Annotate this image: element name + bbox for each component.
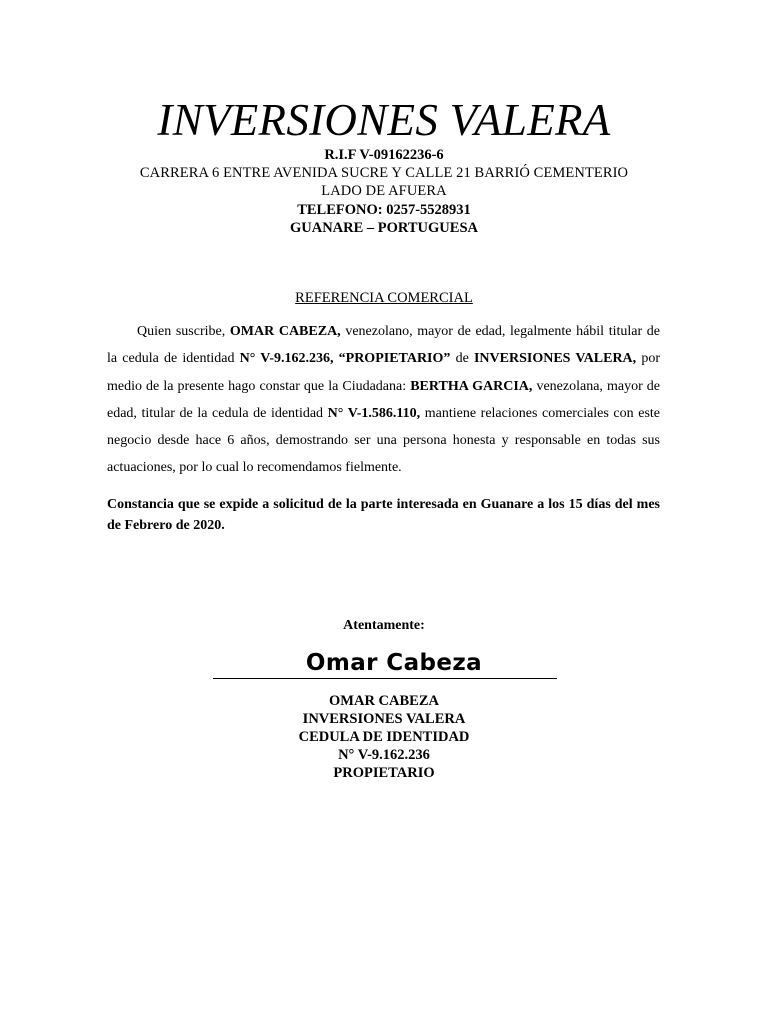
signer-role: PROPIETARIO (333, 765, 435, 781)
signer-name-inline: OMAR CABEZA, (229, 324, 341, 339)
body-text-2: venezolano, mayor de edad, legalmente hábil titular de la cedula de identidad (107, 324, 660, 367)
company-title: INVERSIONES VALERA (157, 95, 611, 145)
body-text-1: Quien suscribe, (137, 324, 230, 339)
body-text-4: por medio de la presente hago constar que la Ciudadana: (107, 351, 661, 394)
company-inline: INVERSIONES VALERA, (473, 351, 637, 367)
client-id-inline: N° V-1.586.110, (327, 405, 421, 421)
signature-text: Omar Cabeza (305, 650, 483, 676)
document-title: REFERENCIA COMERCIAL (295, 290, 473, 306)
address-line-2: LADO DE AFUERA (321, 183, 447, 200)
body-paragraph (107, 318, 660, 482)
signature-line (213, 678, 557, 679)
signer-id-number: N° V-9.162.236 (338, 747, 430, 763)
signer-id-label: CEDULA DE IDENTIDAD (298, 729, 470, 745)
address-line-1: CARRERA 6 ENTRE AVENIDA SUCRE Y CALLE 21 BARRIÓ CEMENTERIO (139, 165, 629, 182)
rif-number: R.I.F V-09162236-6 (324, 147, 444, 163)
signer-company: INVERSIONES VALERA (302, 711, 466, 727)
client-name-inline: BERTHA GARCIA, (410, 378, 533, 394)
body-text-6: mantiene relaciones comerciales con este negocio desde hace 6 años, demostrando ser una persona honesta y responsable en todas sus actuaciones, por lo cual lo recomendamos fielmente. (107, 405, 661, 476)
phone-number: TELEFONO: 0257-5528931 (297, 201, 471, 218)
signer-name: OMAR CABEZA (329, 693, 439, 709)
body-text-3: de (450, 351, 474, 367)
body-text-5: venezolana, mayor de edad, titular de la cedula de identidad (107, 378, 660, 421)
signer-id-inline: N° V-9.162.236, “PROPIETARIO” (239, 351, 451, 367)
letterhead (60, 146, 708, 237)
signer-block (0, 692, 768, 782)
closing-paragraph: Constancia que se expide a solicitud de la parte interesada en Guanare a los 15 días del mes de Febrero de 2020. (107, 497, 660, 533)
handwritten-signature (213, 648, 557, 678)
city-state: GUANARE – PORTUGUESA (289, 219, 478, 236)
regards-text: Atentamente: (343, 618, 425, 633)
